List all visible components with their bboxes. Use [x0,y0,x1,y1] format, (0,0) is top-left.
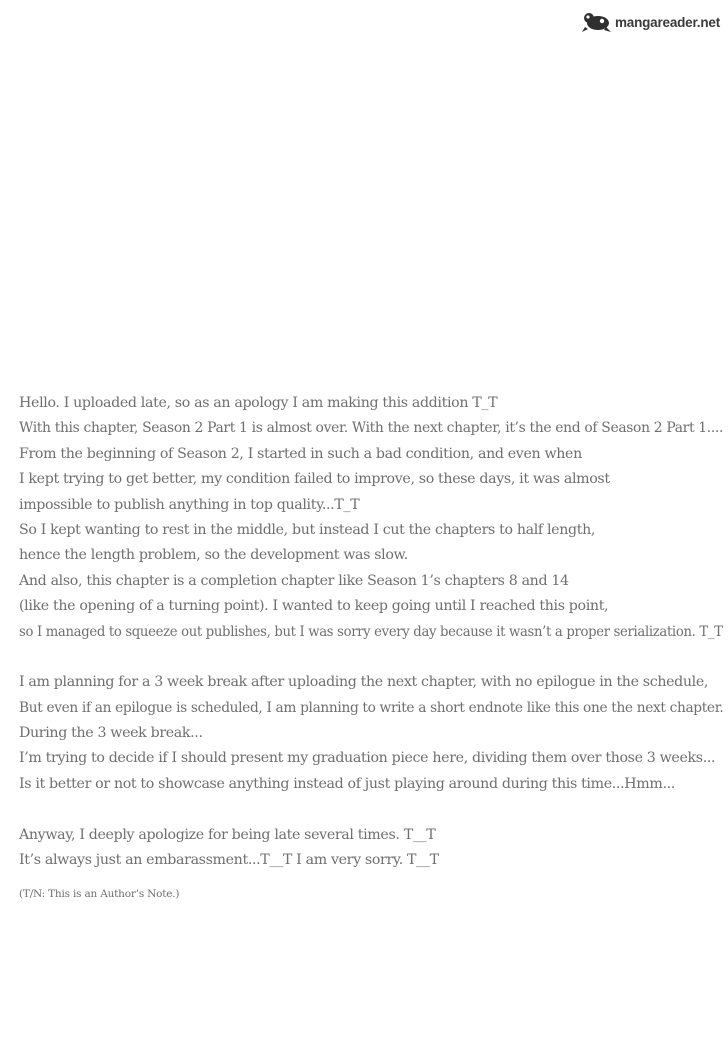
translator-note: (T/N: This is an Author’s Note.) [19,888,180,901]
watermark [582,10,720,34]
note-line: I’m trying to decide if I should present my graduation piece here, dividing them over those 3 weeks... [19,750,716,767]
note-line: So I kept wanting to rest in the middle, but instead I cut the chapters to half length, [19,521,596,538]
note-line: Is it better or not to showcase anything instead of just playing around during this time...Hmm... [19,775,675,792]
note-line: Hello. I uploaded late, so as an apology I am making this addition T_T [19,395,498,411]
note-line: impossible to publish anything in top quality...T_T [19,496,360,513]
note-line: From the beginning of Season 2, I started in such a bad condition, and even when [19,445,582,462]
note-line: It’s always just an embarassment...T__T I am very sorry. T__T [19,852,439,869]
note-line: so I managed to squeeze out publishes, but I was sorry every day because it wasn’t a proper serialization. T_T [19,623,723,640]
watermark-text: mangareader.net [614,14,720,30]
note-line: With this chapter, Season 2 Part 1 is almost over. With the next chapter, it’s the end of Season 2 Part 1.... [19,420,724,437]
authors-note [19,391,724,902]
note-line: Anyway, I deeply apologize for being late several times. T__T [19,826,436,843]
note-line: hence the length problem, so the development was slow. [19,547,408,564]
paragraph-closing [19,823,719,874]
paragraph-gap [19,645,719,670]
paragraph-apology [19,391,724,645]
note-line: During the 3 week break... [19,725,203,742]
paragraph-break-plan [19,670,724,797]
note-line: (like the opening of a turning point). I wanted to keep going until I reached this point, [19,598,609,615]
note-line: But even if an epilogue is scheduled, I am planning to write a short endnote like this one the next chapter. [19,699,724,716]
note-line: I am planning for a 3 week break after uploading the next chapter, with no epilogue in the schedule, [19,674,709,691]
paragraph-gap [19,797,719,822]
mascot-icon [582,11,612,33]
note-line: And also, this chapter is a completion chapter like Season 1’s chapters 8 and 14 [19,572,569,589]
note-line: I kept trying to get better, my condition failed to improve, so these days, it was almost [19,471,610,488]
